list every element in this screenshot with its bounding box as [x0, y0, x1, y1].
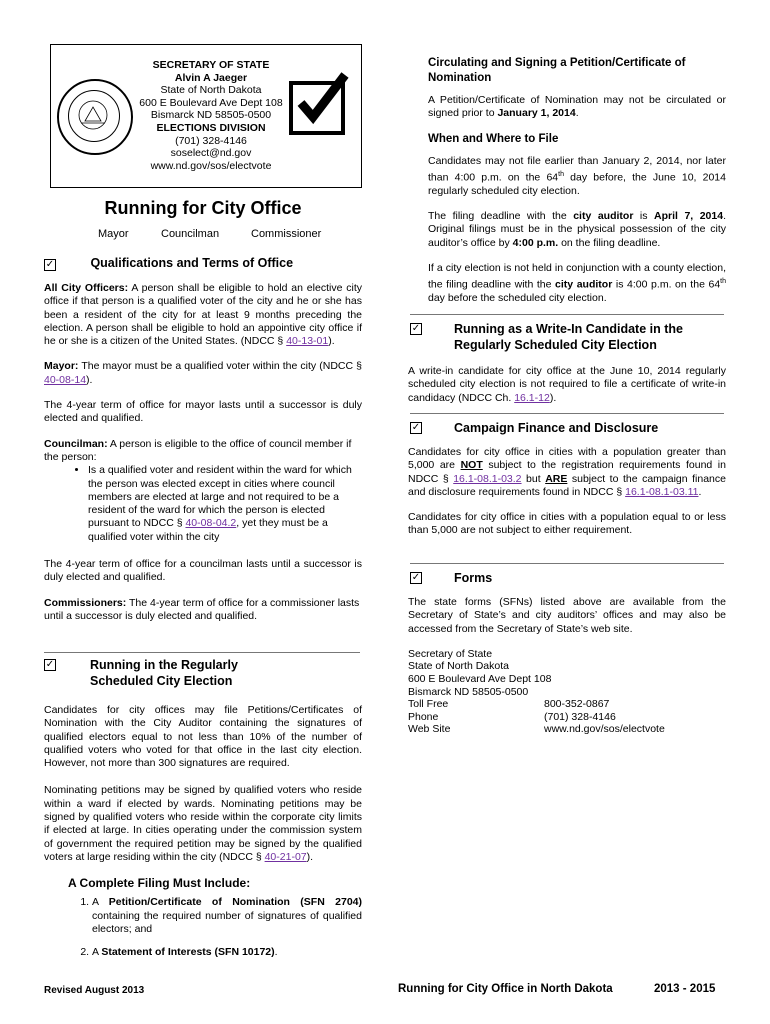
regular-election-body [44, 704, 362, 959]
header-email: soselect@nd.gov [170, 147, 252, 160]
qualifications-heading: ✓ Qualifications and Terms of Office [45, 256, 294, 270]
address-line1: 600 E Boulevard Ave Dept 108 [139, 96, 283, 109]
finance-body [408, 446, 726, 538]
divider [410, 314, 724, 315]
finance-text1: Candidates for city office in cities with a population greater than 5,000 are NOT subject to the registration requirements found in NDCC § 16.1-08.1-03.2 but ARE subject to the campaign finance and disclosure requirements found in NDCC § 16.1-08.1-03.11. [408, 446, 726, 498]
division-name: ELECTIONS DIVISION [156, 121, 266, 134]
councilman-text: Councilman: A person is eligible to the office of council member if the person: [44, 437, 352, 463]
when-where-heading: When and Where to File [428, 132, 559, 145]
filing-list [44, 896, 362, 959]
revised-date: Revised August 2013 [44, 985, 145, 996]
circulating-heading: Circulating and Signing a Petition/Certificate of Nomination [428, 57, 686, 84]
footer-years: 2013 - 2015 [654, 983, 716, 995]
table-row: Toll Free 800-352-0867 [408, 698, 610, 711]
address-line: Bismarck ND 58505-0500 [408, 685, 529, 698]
writein-text: A write-in candidate for city office at the June 10, 2014 regularly scheduled city election is not required to file a certificate of write-in candidacy (NDCC Ch. 16.1-12). [408, 365, 726, 404]
table-row: Phone (701) 328-4146 [408, 710, 616, 723]
forms-heading: ✓ Forms [411, 571, 493, 585]
page-title: Running for City Office [104, 198, 302, 218]
writein-heading: ✓ Running as a Write-In Candidate in the Regularly Scheduled City Election [411, 322, 683, 352]
table-row: Web Site www.nd.gov/sos/electvote [408, 723, 665, 736]
ndcc-link-16-1-08-1-03-11[interactable]: 16.1-08.1-03.11 [625, 485, 699, 498]
footer-title: Running for City Office in North Dakota [398, 983, 613, 995]
petition-text: Candidates for city offices may file Petitions/Certificates of Nomination with the City Auditor containing the signatures of qualified electors equal to not less than 10% of the number of qualified voters who voted for that office in the last city election. However, not more than 300 signatures are required. [44, 704, 362, 770]
filing-heading: A Complete Filing Must Include: [68, 876, 251, 891]
secretary-name: Alvin A Jaeger [174, 71, 248, 84]
address-line2: Bismarck ND 58505-0500 [150, 109, 272, 122]
ndcc-link-40-13-01[interactable]: 40-13-01 [286, 335, 329, 348]
state-seal-icon [57, 79, 133, 155]
address-line: State of North Dakota [408, 660, 509, 673]
divider [410, 413, 724, 414]
all-officers-text: All City Officers: A person shall be eligible to hold an elective city office if that person is a qualified voter of the city and he or she has been a resident of the city for at least 9 months preceding the election. A person shall be eligible to hold an appointive city office if he or she is a citizen of the United States. (NDCC § 40-13-01). [44, 282, 362, 348]
header-text [137, 59, 285, 172]
ndcc-link-40-21-07[interactable]: 40-21-07 [264, 850, 307, 863]
address-line: 600 E Boulevard Ave Dept 108 [408, 673, 552, 686]
list-item: 2. A Statement of Interests (SFN 10172). [92, 946, 362, 959]
header-box [50, 44, 362, 188]
circulating-text: A Petition/Certificate of Nomination may not be circulated or signed prior to January 1, 2014. [428, 94, 726, 120]
divider [410, 563, 724, 564]
checkbox-icon: ✓ [411, 422, 421, 433]
office-commissioner: Commissioner [251, 228, 322, 240]
councilman-list [44, 464, 362, 544]
contact-table [408, 698, 665, 736]
regular-election-heading: ✓ Running in the Regularly Scheduled City Election [45, 658, 238, 688]
ndcc-link-16-1-12[interactable]: 16.1-12 [514, 391, 550, 404]
state-name: State of North Dakota [160, 84, 262, 97]
forms-body [408, 596, 726, 736]
qualifications-body [44, 282, 362, 623]
checkbox-icon: ✓ [45, 259, 55, 270]
forms-text: The state forms (SFNs) listed above are available from the Secretary of State’s and city auditors’ offices and may also be accessed from the Secretary of State’s web site. [408, 596, 726, 635]
commissioners-text: Commissioners: The 4-year term of office for a commissioner lasts until a successor is duly elected and qualified. [44, 596, 360, 622]
mayor-term-text: The 4-year term of office for mayor lasts until a successor is duly elected and qualified. [44, 399, 362, 425]
when-where-text1: Candidates may not file earlier than January 2, 2014, nor later than 4:00 p.m. on the 64th day before, the June 10, 2014 regularly scheduled city election. [428, 154, 726, 197]
checkbox-icon: ✓ [411, 572, 421, 583]
councilman-term-text: The 4-year term of office for a councilman lasts until a successor is duly elected and qualified. [44, 558, 362, 584]
checkbox-icon: ✓ [45, 659, 55, 670]
mayor-text: Mayor: The mayor must be a qualified voter within the city (NDCC § 40-08-14). [44, 360, 362, 386]
list-item: 1. A Petition/Certificate of Nomination (SFN 2704) containing the required number of signatures of qualified electors; and [92, 896, 362, 936]
divider [44, 652, 360, 653]
office-name: SECRETARY OF STATE [152, 59, 270, 71]
when-where-text2: The filing deadline with the city auditor is April 7, 2014. Original filings must be in the physical possession of the city auditor’s office by 4:00 p.m. on the filing deadline. [428, 209, 726, 249]
nominating-text: Nominating petitions may be signed by qualified voters who reside within a ward if elected by wards. Nominating petitions may be signed by qualified voters who reside within the corporate city limits if elected at large. In cities operating under the commission system of government the required petition may be signed by the qualified voters at large residing within the city (NDCC § 40-21-07). [44, 784, 362, 863]
checkmark-box-icon [289, 81, 345, 135]
office-mayor: Mayor [98, 228, 129, 240]
header-phone: (701) 328-4146 [175, 134, 247, 147]
sos-address [408, 648, 726, 736]
ndcc-link-16-1-08-1-03-2[interactable]: 16.1-08.1-03.2 [453, 472, 522, 485]
writein-body [408, 365, 726, 405]
list-item: • Is a qualified voter and resident within the ward for which the person was elected except in cities where council members are elected at large and not required to be a resident of the ward for which the person is elected pursuant to NDCC § 40-08-04.2, yet they must be a qualified voter within the city [88, 464, 362, 544]
circulating-section [428, 56, 726, 305]
header-web: www.nd.gov/sos/electvote [150, 159, 272, 172]
checkbox-icon: ✓ [411, 323, 421, 334]
ndcc-link-40-08-14[interactable]: 40-08-14 [44, 373, 87, 386]
when-where-text3: If a city election is not held in conjunction with a county election, the filing deadline with the city auditor is 4:00 p.m. on the 64th day before the scheduled city election. [428, 261, 727, 304]
address-line: Secretary of State [408, 647, 493, 660]
finance-heading: ✓ Campaign Finance and Disclosure [411, 421, 659, 435]
website-link[interactable]: www.nd.gov/sos/electvote [544, 723, 665, 736]
ndcc-link-40-08-04-2[interactable]: 40-08-04.2 [185, 517, 237, 530]
office-councilman: Councilman [161, 228, 220, 240]
finance-text2: Candidates for city office in cities with a population equal to or less than 5,000 are not subject to either requirement. [408, 511, 726, 537]
